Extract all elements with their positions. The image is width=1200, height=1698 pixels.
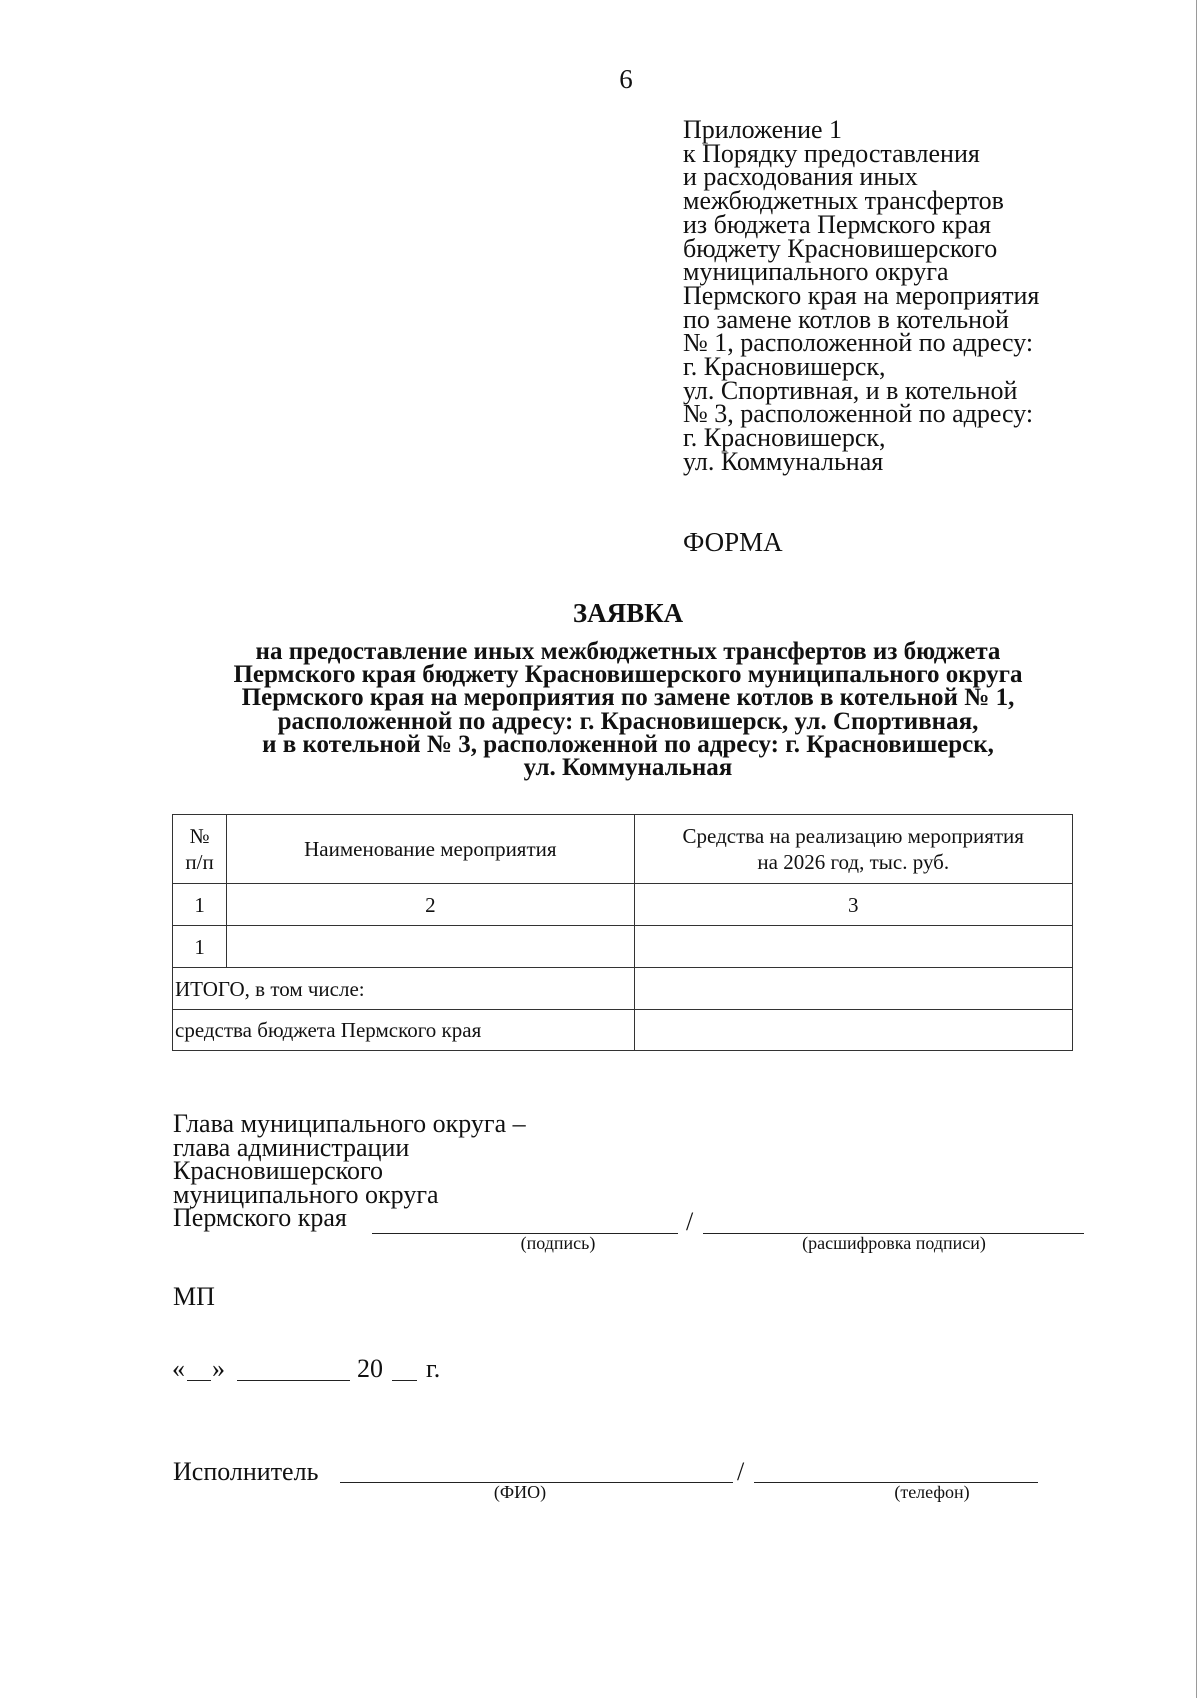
subtitle-line: расположенной по адресу: г. Красновишерск, ул. Спортивная, [277,707,979,735]
appendix-line: № 3, расположенной по адресу: [683,399,1034,429]
appendix-line: к Порядку предоставления [683,138,980,168]
appendix-line: ул. Коммунальная [683,446,884,476]
index-cell-1: 1 [173,884,227,926]
executor-name-caption: (ФИО) [493,1482,547,1502]
header-number-line1: № [189,824,210,848]
signatory-position [173,1109,526,1232]
appendix-line: Пермского края на мероприятия [683,280,1040,310]
date-close-quote: » [212,1354,225,1383]
header-number [173,815,227,884]
subtitle-line: на предоставление иных межбюджетных трансфертов из бюджета [255,638,1001,665]
appendix-line: и расходования иных [683,162,918,192]
item-funds-cell [634,926,1072,968]
budget-row [173,1010,1073,1051]
table-row [173,926,1073,968]
budget-label-cell: средства бюджета Пермского края [173,1010,635,1051]
signature-caption: (подпись) [520,1233,596,1253]
appendix-line: г. Красновишерск, [683,352,886,382]
signature-decoding-caption: (расшифровка подписи) [802,1233,986,1253]
appendix-line: по замене котлов в котельной [683,304,1009,334]
total-label-cell: ИТОГО, в том числе: [173,968,635,1010]
date-year-suffix: г. [426,1354,441,1383]
position-line: глава администрации [173,1132,410,1162]
appendix-line: ул. Спортивная, и в котельной [683,375,1018,405]
header-name: Наименование мероприятия [227,815,634,884]
appendix-block [683,115,1040,476]
header-funds-line2: на 2026 год, тыс. руб. [757,850,950,874]
total-value-cell [634,968,1072,1010]
subtitle-line: Пермского края бюджету Красновишерского муниципального округа [233,661,1023,689]
subtitle-line: ул. Коммунальная [523,754,733,782]
appendix-line: г. Красновишерск, [683,423,886,453]
appendix-line: № 1, расположенной по адресу: [683,328,1034,358]
page-number: 6 [619,64,633,94]
appendix-line: Приложение 1 [683,115,843,144]
index-cell-2: 2 [227,884,634,926]
table-index-row [173,884,1073,926]
appendix-line: из бюджета Пермского края [683,209,992,239]
date-year-prefix: 20 [357,1354,383,1383]
header-funds [634,815,1072,884]
document-subtitle [0,638,1200,782]
executor-label: Исполнитель [173,1457,319,1486]
index-cell-3: 3 [634,884,1072,926]
signature-slash: / [686,1207,694,1236]
position-line: Глава муниципального округа – [173,1109,526,1138]
header-number-line2: п/п [185,850,214,874]
header-funds-line1: Средства на реализацию мероприятия [682,824,1024,848]
item-number-cell: 1 [173,926,227,968]
page-edge [1196,0,1197,1698]
position-line: Пермского края [173,1203,347,1232]
subtitle-line: Пермского края на мероприятия по замене котлов в котельной № 1, [241,684,1015,712]
executor-phone-caption: (телефон) [894,1482,970,1502]
item-name-cell [227,926,634,968]
form-label: ФОРМА [683,527,783,557]
subtitle-line: и в котельной № 3, расположенной по адресу: г. Красновишерск, [262,730,994,758]
appendix-line: муниципального округа [683,257,949,287]
date-year-line [392,1380,417,1381]
total-row [173,968,1073,1010]
position-line: муниципального округа [173,1179,439,1209]
date-day-line [187,1380,211,1381]
executor-slash: / [737,1457,745,1486]
table-header-row [173,815,1073,884]
appendix-line: бюджету Красновишерского [683,233,998,263]
date-month-line [237,1380,350,1381]
request-table [172,814,1073,1051]
document-title: ЗАЯВКА [572,598,684,628]
stamp-label: МП [173,1282,215,1311]
position-line: Красновишерского [173,1156,383,1185]
date-open-quote: « [172,1354,185,1383]
budget-value-cell [634,1010,1072,1051]
appendix-line: межбюджетных трансфертов [683,186,1004,216]
